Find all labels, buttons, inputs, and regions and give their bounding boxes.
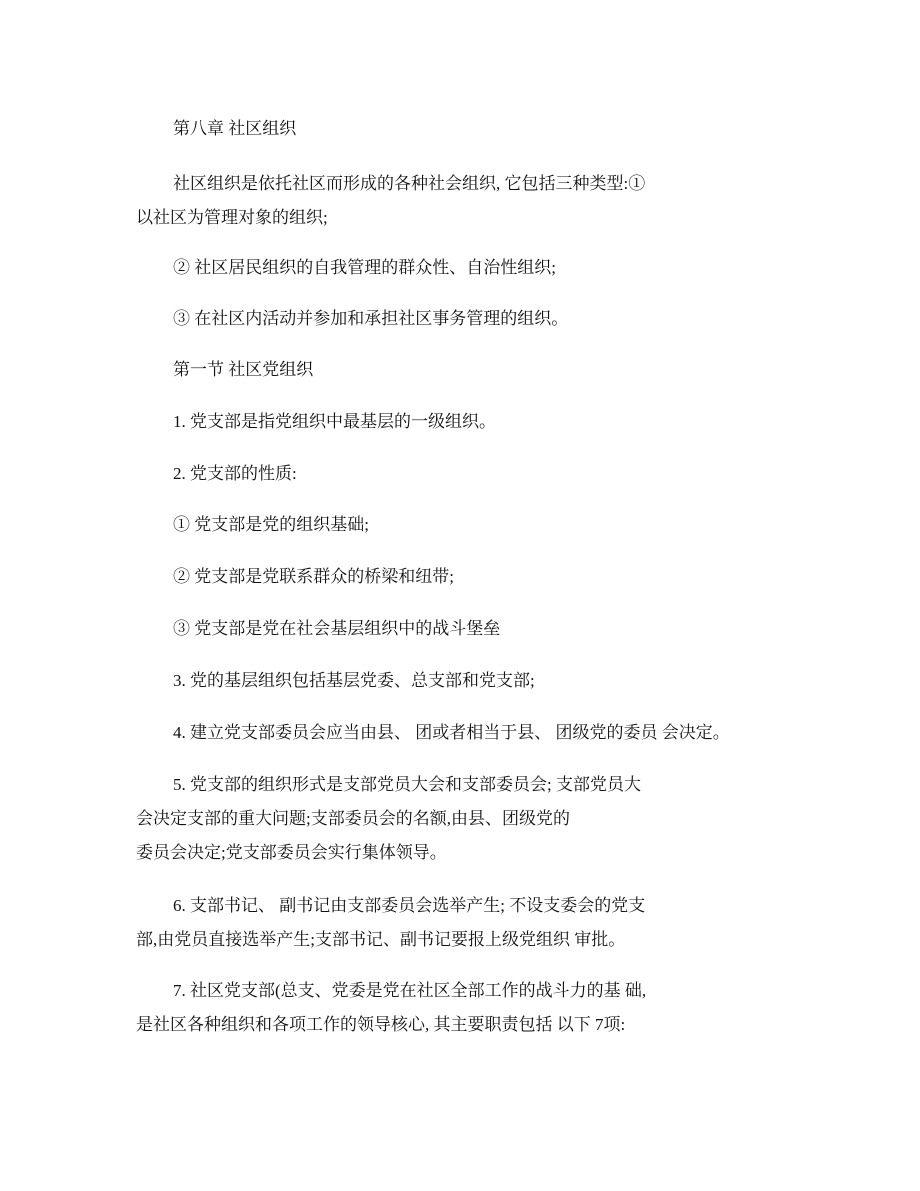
intro-line-2: 以社区为管理对象的组织; [136,208,328,227]
item-1-text: 1. 党支部是指党组织中最基层的一级组织。 [173,412,496,431]
item-5-paragraph [136,768,696,870]
item-2-paragraph [136,457,696,491]
nature-2-paragraph [136,560,696,594]
item-7-line-2: 是社区各种组织和各项工作的领导核心, 其主要职责包括 以下 7项: [136,1015,626,1034]
nature-3-paragraph [136,612,696,646]
chapter-title-text: 第八章 社区组织 [173,119,297,138]
nature-1-text: ① 党支部是党的组织基础; [173,515,369,534]
type-3-text: ③ 在社区内活动并参加和承担社区事务管理的组织。 [173,309,569,328]
intro-line-1: 社区组织是依托社区而形成的各种社会组织, 它包括三种类型:① [173,174,646,193]
section-title-text: 第一节 社区党组织 [173,360,314,379]
type-2-text: ② 社区居民组织的自我管理的群众性、自治性组织; [173,258,556,277]
item-2-text: 2. 党支部的性质: [173,464,297,483]
chapter-title [136,112,696,146]
item-4-paragraph [136,716,730,750]
item-7-line-1: 7. 社区党支部(总支、党委是党在社区全部工作的战斗力的基 础, [173,981,647,1000]
item-6-line-1: 6. 支部书记、 副书记由支部委员会选举产生; 不设支委会的党支 [173,896,646,915]
type-3-paragraph [136,302,696,336]
item-5-line-1: 5. 党支部的组织形式是支部党员大会和支部委员会; 支部党员大 [173,775,641,794]
nature-2-text: ② 党支部是党联系群众的桥梁和纽带; [173,567,454,586]
nature-3-text: ③ 党支部是党在社会基层组织中的战斗堡垒 [173,619,501,638]
item-3-text: 3. 党的基层组织包括基层党委、总支部和党支部; [173,671,535,690]
type-2-paragraph [136,251,696,285]
item-1-paragraph [136,405,696,439]
item-6-paragraph [136,889,696,957]
item-5-line-3: 委员会决定;党支部委员会实行集体领导。 [136,843,447,862]
intro-paragraph [136,167,696,235]
item-6-line-2: 部,由党员直接选举产生;支部书记、副书记要报上级党组织 审批。 [136,930,626,949]
item-4-text: 4. 建立党支部委员会应当由县、 团或者相当于县、 团级党的委员 会决定。 [173,723,730,742]
item-5-line-2: 会决定支部的重大问题;支部委员会的名额,由县、团级党的 [136,809,570,828]
item-7-paragraph [136,974,696,1042]
nature-1-paragraph [136,508,696,542]
section-title [136,353,696,387]
item-3-paragraph [136,664,696,698]
